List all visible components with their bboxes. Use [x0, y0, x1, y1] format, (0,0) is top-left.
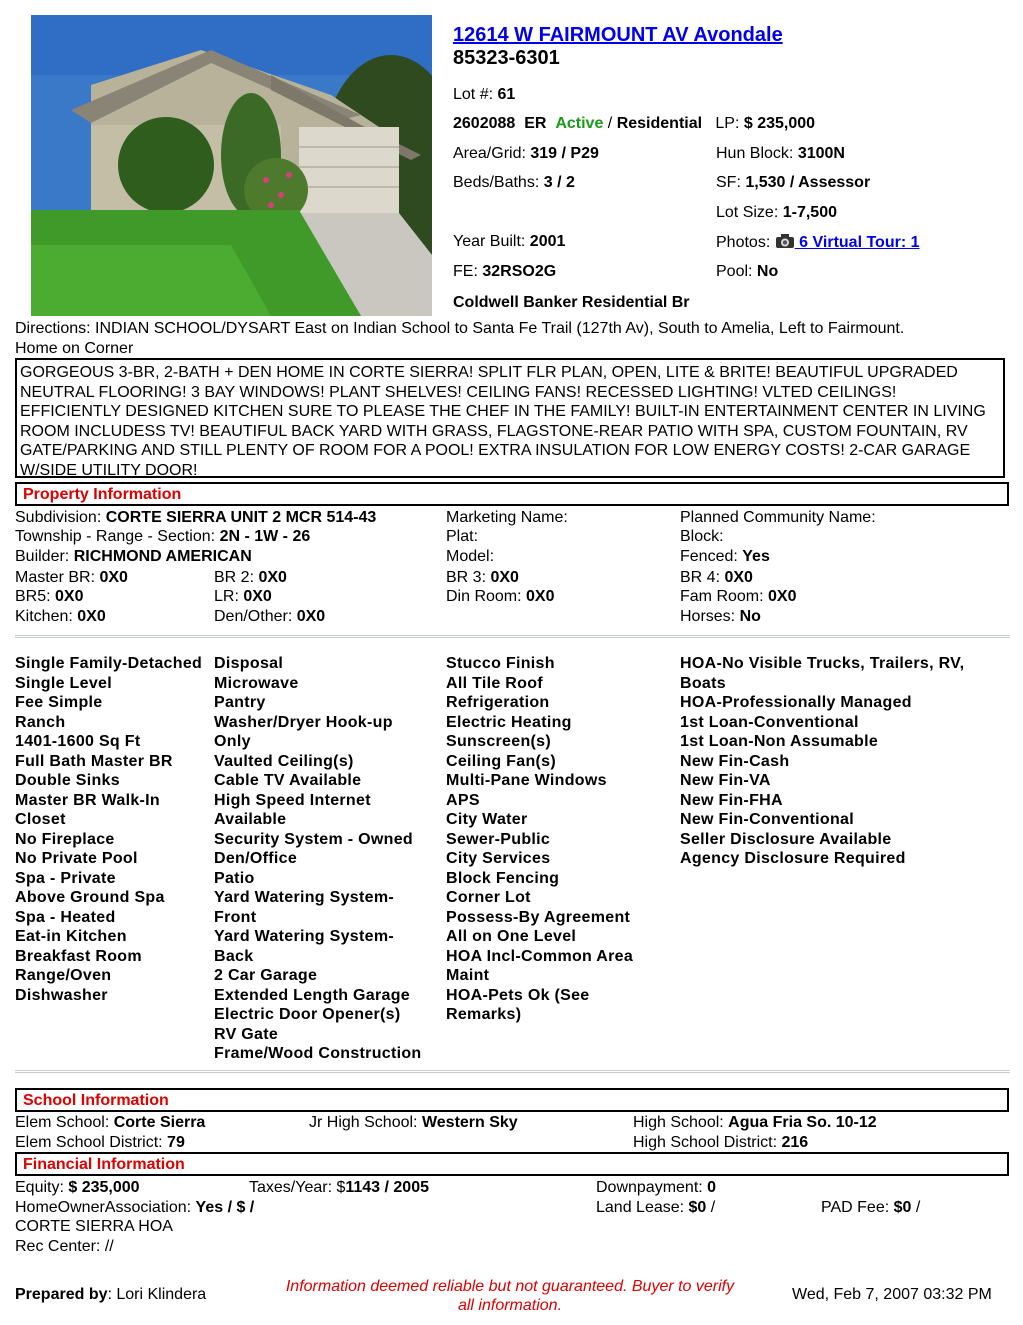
feature-item: Frame/Wood Construction	[214, 1045, 422, 1062]
elem-school-value: Corte Sierra	[113, 1114, 206, 1131]
township-label: Township - Range - Section:	[15, 528, 216, 545]
feature-item: Sewer-Public	[446, 830, 551, 848]
status-row	[453, 115, 815, 133]
hun-label: Hun Block:	[716, 145, 794, 162]
disclaimer: Information deemed reliable but not guaranteed. Buyer to verify all information.	[285, 1278, 735, 1314]
camera-icon	[775, 233, 795, 254]
br2-value: 0X0	[258, 569, 287, 586]
land-lease-value: $0	[688, 1199, 707, 1216]
builder-value: RICHMOND AMERICAN	[73, 548, 252, 565]
school-info-title: School Information	[23, 1092, 169, 1109]
high-school-label: High School:	[633, 1114, 724, 1131]
features-column-2	[214, 654, 422, 1064]
land-lease-suffix: /	[706, 1199, 716, 1216]
feature-item: All Tile Roof	[446, 674, 543, 692]
fe-value: 32RSO2G	[482, 263, 557, 280]
feature-item: Refrigeration	[446, 694, 550, 711]
subdivision-value: CORTE SIERRA UNIT 2 MCR 514-43	[105, 509, 377, 526]
feature-item: 2 Car Garage	[214, 967, 318, 984]
hoa-label: HomeOwnerAssociation:	[15, 1199, 192, 1216]
feature-item: APS	[446, 791, 480, 809]
block-label: Block:	[680, 528, 724, 545]
feature-item: No Fireplace	[15, 830, 115, 848]
jr-high-school	[309, 1114, 518, 1132]
pool-label: Pool:	[716, 263, 753, 280]
virtual-tour-link[interactable]: 6 Virtual Tour: 1	[794, 234, 920, 251]
year-row	[453, 233, 565, 251]
horses-label: Horses:	[680, 608, 736, 625]
feature-item: Ranch	[15, 713, 66, 731]
area-value: 319 / P29	[530, 145, 599, 162]
lotsize-label: Lot Size:	[716, 204, 779, 221]
feature-item: Front	[214, 908, 257, 926]
feature-item: Above Ground Spa	[15, 889, 165, 906]
dining-room	[446, 588, 555, 606]
feature-item: Single Family-Detached	[15, 655, 203, 672]
downpayment-label: Downpayment:	[596, 1179, 703, 1196]
high-school	[633, 1114, 877, 1132]
feature-item: New Fin-FHA	[680, 791, 783, 809]
master-br-label: Master BR:	[15, 569, 96, 586]
den-label: Den/Other:	[214, 608, 293, 625]
feature-item: Patio	[214, 869, 255, 887]
feature-item: City Services	[446, 850, 551, 867]
feature-item: Spa - Heated	[15, 908, 116, 926]
feature-item: Full Bath Master BR	[15, 752, 173, 770]
feature-item: Available	[214, 811, 287, 828]
br2	[214, 569, 287, 587]
br5	[15, 588, 84, 606]
beds-value: 3 / 2	[543, 174, 575, 191]
feature-item: Stucco Finish	[446, 655, 555, 672]
horses	[680, 608, 761, 626]
feature-item: HOA-Pets Ok (See	[446, 986, 590, 1004]
property-info-header	[15, 482, 1009, 506]
feature-item: Dishwasher	[15, 986, 108, 1004]
feature-item: Single Level	[15, 674, 112, 692]
taxes	[249, 1179, 429, 1197]
kitchen	[15, 608, 106, 626]
plat-label: Plat:	[446, 528, 479, 545]
taxes-label: Taxes/Year: $	[249, 1179, 346, 1196]
br3-value: 0X0	[490, 569, 519, 586]
property-photo	[31, 15, 432, 316]
feature-item: Maint	[446, 967, 490, 984]
feature-item: HOA-Professionally Managed	[680, 694, 912, 711]
equity-value: $ 235,000	[68, 1179, 140, 1196]
features-column-1	[15, 654, 202, 1005]
feature-item: RV Gate	[214, 1025, 279, 1043]
lotsize-value: 1-7,500	[782, 204, 837, 221]
master-br-value: 0X0	[99, 569, 128, 586]
lot-row	[453, 86, 515, 104]
planned-community-label: Planned Community Name:	[680, 509, 876, 526]
br3	[446, 569, 519, 587]
feature-item: High Speed Internet	[214, 791, 371, 809]
listing-office: Coldwell Banker Residential Br	[453, 294, 690, 311]
directions-line1: Directions: INDIAN SCHOOL/DYSART East on Indian School to Santa Fe Trail (127th Av), South to Amelia, Left to Fairmount.	[15, 320, 905, 337]
downpayment-value: 0	[707, 1179, 717, 1196]
lot-label: Lot #:	[453, 86, 494, 103]
br4-value: 0X0	[724, 569, 753, 586]
school-info-header	[15, 1088, 1009, 1112]
fam-value: 0X0	[768, 588, 797, 605]
feature-item: Sunscreen(s)	[446, 733, 551, 750]
directions-line2: Home on Corner	[15, 340, 134, 357]
divider	[15, 635, 1010, 638]
builder-row	[15, 548, 252, 566]
feature-item: 1st Loan-Non Assumable	[680, 733, 879, 750]
high-district-label: High School District:	[633, 1134, 778, 1151]
address-zip: 85323-6301	[453, 47, 560, 69]
lotsize-row	[716, 204, 837, 222]
lot-value: 61	[497, 86, 516, 103]
feature-item: No Private Pool	[15, 850, 138, 867]
sf-label: SF:	[716, 174, 741, 191]
hoa-fee: / $ /	[223, 1199, 255, 1216]
den-other	[214, 608, 325, 626]
feature-item: Washer/Dryer Hook-up	[214, 713, 393, 731]
area-row	[453, 145, 599, 163]
feature-item: Possess-By Agreement	[446, 908, 631, 926]
feature-item: Security System - Owned	[214, 830, 413, 848]
pad-fee-label: PAD Fee:	[821, 1199, 890, 1216]
feature-item: Remarks)	[446, 1006, 522, 1023]
elem-district-label: Elem School District:	[15, 1134, 163, 1151]
township-row	[15, 528, 310, 546]
elem-district-value: 79	[167, 1134, 185, 1151]
feature-item: Cable TV Available	[214, 772, 362, 789]
br3-label: BR 3:	[446, 569, 487, 586]
year-label: Year Built:	[453, 233, 526, 250]
din-label: Din Room:	[446, 588, 522, 605]
township-value: 2N - 1W - 26	[219, 528, 311, 545]
hoa	[15, 1199, 254, 1217]
feature-item: Only	[214, 733, 251, 750]
br4-label: BR 4:	[680, 569, 721, 586]
feature-item: HOA-No Visible Trucks, Trailers, RV,	[680, 655, 965, 672]
feature-item: City Water	[446, 811, 528, 828]
high-district-value: 216	[781, 1134, 809, 1151]
elem-school	[15, 1114, 205, 1132]
prepared-by	[15, 1286, 206, 1304]
subdivision-row	[15, 509, 376, 527]
sf-value: 1,530 / Assessor	[745, 174, 871, 191]
br2-label: BR 2:	[214, 569, 255, 586]
feature-item: Seller Disclosure Available	[680, 830, 892, 848]
feature-item: Microwave	[214, 674, 299, 692]
features-column-4	[680, 654, 964, 869]
equity	[15, 1179, 140, 1197]
rec-center: Rec Center: //	[15, 1238, 114, 1255]
lr-value: 0X0	[243, 588, 272, 605]
feature-item: Pantry	[214, 694, 266, 711]
feature-item: Boats	[680, 674, 726, 692]
kitchen-label: Kitchen:	[15, 608, 73, 625]
feature-item: Vaulted Ceiling(s)	[214, 752, 354, 770]
mls-number: 2602088	[453, 115, 516, 132]
photos-row	[716, 233, 919, 254]
feature-item: Breakfast Room	[15, 947, 142, 965]
lp-value: $ 235,000	[743, 115, 816, 132]
feature-item: Agency Disclosure Required	[680, 850, 906, 867]
area-label: Area/Grid:	[453, 145, 526, 162]
pad-fee-suffix: /	[911, 1199, 921, 1216]
hoa-value: Yes	[195, 1199, 224, 1216]
elem-district	[15, 1134, 185, 1152]
high-district	[633, 1134, 808, 1152]
pool-row	[716, 263, 778, 281]
hun-row	[716, 145, 845, 163]
feature-item: All on One Level	[446, 928, 577, 945]
feature-item: Closet	[15, 811, 66, 828]
kitchen-value: 0X0	[77, 608, 106, 625]
feature-item: New Fin-Cash	[680, 752, 790, 770]
feature-item: Extended Length Garage	[214, 986, 410, 1004]
br5-value: 0X0	[55, 588, 84, 605]
print-timestamp: Wed, Feb 7, 2007 03:32 PM	[792, 1286, 992, 1303]
land-lease	[596, 1199, 715, 1217]
pad-fee	[821, 1199, 920, 1217]
br4	[680, 569, 753, 587]
feature-item: Electric Door Opener(s)	[214, 1006, 401, 1023]
family-room	[680, 588, 797, 606]
taxes-value: 1143 / 2005	[345, 1179, 429, 1196]
feature-item: Yard Watering System-	[214, 889, 394, 906]
equity-label: Equity:	[15, 1179, 64, 1196]
den-value: 0X0	[296, 608, 326, 625]
feature-item: Disposal	[214, 655, 284, 672]
feature-item: Yard Watering System-	[214, 928, 394, 945]
master-br	[15, 569, 128, 587]
lr-label: LR:	[214, 588, 239, 605]
type-separator: /	[607, 115, 613, 132]
beds-row	[453, 174, 575, 192]
elem-school-label: Elem School:	[15, 1114, 110, 1131]
fe-label: FE:	[453, 263, 478, 280]
feature-item: Electric Heating	[446, 713, 572, 731]
divider	[15, 1070, 1010, 1073]
photos-label: Photos:	[716, 234, 771, 251]
hun-value: 3100N	[797, 145, 845, 162]
er-label: ER	[524, 115, 547, 132]
builder-label: Builder:	[15, 548, 70, 565]
feature-item: Corner Lot	[446, 889, 531, 906]
pad-fee-value: $0	[893, 1199, 912, 1216]
feature-item: 1401-1600 Sq Ft	[15, 733, 141, 750]
feature-item: New Fin-Conventional	[680, 811, 854, 828]
status-badge: Active	[555, 115, 604, 132]
feature-item: Ceiling Fan(s)	[446, 752, 556, 770]
financial-info-header	[15, 1152, 1009, 1176]
horses-value: No	[739, 608, 761, 625]
financial-info-title: Financial Information	[23, 1156, 185, 1173]
land-lease-label: Land Lease:	[596, 1199, 685, 1216]
feature-item: 1st Loan-Conventional	[680, 713, 859, 731]
features-column-3	[446, 654, 633, 1025]
marketing-label: Marketing Name:	[446, 509, 568, 526]
feature-item: Block Fencing	[446, 869, 560, 887]
property-type: Residential	[616, 115, 703, 132]
fam-label: Fam Room:	[680, 588, 764, 605]
feature-item: New Fin-VA	[680, 772, 771, 789]
fenced-row	[680, 548, 770, 566]
prepared-by-value: : Lori Klindera	[107, 1286, 207, 1303]
living-room	[214, 588, 272, 606]
feature-item: Fee Simple	[15, 694, 103, 711]
jr-high-value: Western Sky	[421, 1114, 518, 1131]
jr-high-label: Jr High School:	[309, 1114, 418, 1131]
high-school-value: Agua Fria So. 10-12	[728, 1114, 877, 1131]
feature-item: HOA Incl-Common Area	[446, 947, 634, 965]
fenced-label: Fenced:	[680, 548, 738, 565]
feature-item: Master BR Walk-In	[15, 791, 160, 809]
fe-row	[453, 263, 556, 281]
public-remarks: GORGEOUS 3-BR, 2-BATH + DEN HOME IN CORTE SIERRA! SPLIT FLR PLAN, OPEN, LITE & BRITE! BEAUTIFUL UPGRADED NEUTRAL FLOORING! 3 BAY WINDOWS! PLANT SHELVES! CEILING FANS! RECESSED LIGHTING! VLTED CEILINGS! EFFICIENTLY DESIGNED KITCHEN SURE TO PLEASE THE CHEF IN THE FAMILY! BUILT-IN ENTERTAINMENT CENTER IN LIVING ROOM INCLUDESS TV! BEAUTIFUL BACK YARD WITH GRASS, FLAGSTONE-REAR PATIO WITH SPA, CUSTOM FOUNTAIN, RV GATE/PARKING AND STILL PLENTY OF ROOM FOR A POOL! EXTRA INSULATION FOR LOW ENERGY COSTS! 2-CAR GARAGE W/SIDE UTILITY DOOR!	[15, 358, 1005, 478]
beds-label: Beds/Baths:	[453, 174, 540, 191]
hoa-name: CORTE SIERRA HOA	[15, 1218, 173, 1235]
prepared-by-label: Prepared by	[15, 1286, 108, 1303]
model-label: Model:	[446, 548, 495, 565]
feature-item: Eat-in Kitchen	[15, 928, 127, 945]
fenced-value: Yes	[742, 548, 770, 565]
downpayment	[596, 1179, 716, 1197]
lp-label: LP:	[715, 115, 740, 132]
feature-item: Range/Oven	[15, 967, 112, 984]
feature-item: Double Sinks	[15, 772, 120, 789]
feature-item: Den/Office	[214, 850, 298, 867]
address-link[interactable]: 12614 W FAIRMOUNT AV Avondale	[453, 24, 783, 46]
feature-item: Back	[214, 947, 254, 965]
feature-item: Multi-Pane Windows	[446, 772, 607, 789]
sf-row	[716, 174, 870, 192]
din-value: 0X0	[526, 588, 555, 605]
year-value: 2001	[529, 233, 566, 250]
br5-label: BR5:	[15, 588, 51, 605]
pool-value: No	[756, 263, 779, 280]
feature-item: Spa - Private	[15, 869, 116, 887]
property-info-title: Property Information	[23, 486, 182, 503]
subdivision-label: Subdivision:	[15, 509, 102, 526]
